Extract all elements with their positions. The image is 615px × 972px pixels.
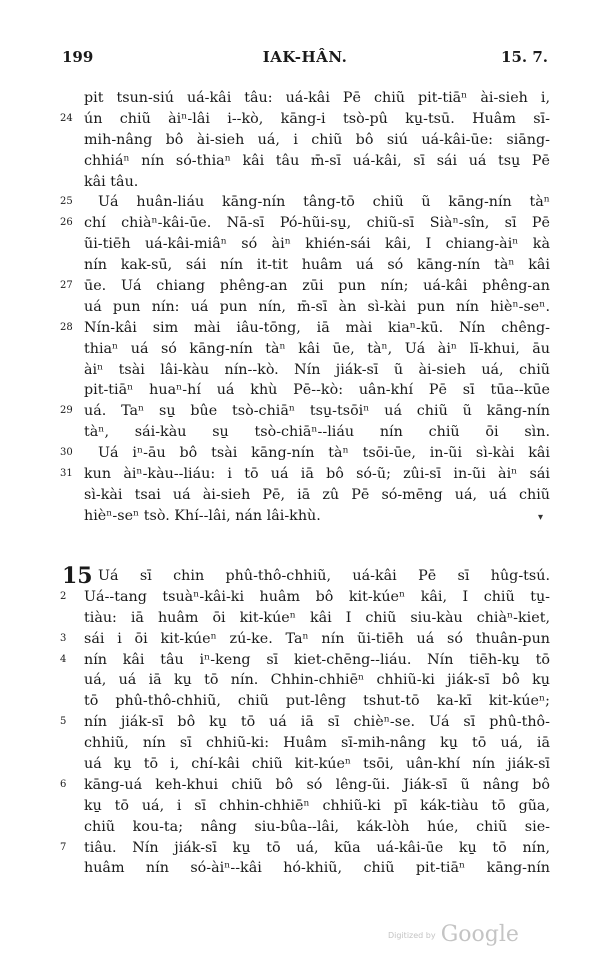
text-block-chapter-15 (60, 563, 550, 879)
line-text: huâm nín só-àiⁿ--kâi hó-khiũ, chiũ pit-tiāⁿ kāng-nín (84, 860, 550, 877)
print-mark: ▾ (538, 512, 544, 523)
verse-number: 4 (60, 653, 67, 665)
text-line (84, 506, 550, 527)
line-text: àiⁿ tsài lâi-kàu nín--kò. Nín jiák-sī ũ ài-sieh uá, chiũ (84, 361, 550, 378)
verse-number: 27 (60, 280, 73, 292)
text-line (60, 213, 550, 234)
line-text: tàⁿ, sái-kàu su̱ tsò-chiāⁿ--liáu nín chiũ ōi sìn. (84, 424, 550, 441)
line-text: Uá--tang tsuàⁿ-kâi-ki huâm bô kit-kúeⁿ kâi, I chiũ tu̱- (84, 588, 550, 605)
line-text: tiâu. Nín jiák-sī ku̱ tō uá, kũa uá-kâi-ūe ku̱ tō nín, (84, 839, 550, 856)
line-text: chí chiàⁿ-kâi-ūe. Nā-sī Pó-hũi-su̱, chiũ-sī Siàⁿ-sîn, sī Pē (84, 215, 550, 232)
verse-number: 25 (60, 196, 73, 208)
text-line (84, 670, 550, 691)
text-line (84, 255, 550, 276)
line-text: nín kâi tâu iⁿ-keng sī kiet-chēng--liáu. Nín tiēh-ku̱ tō (84, 651, 550, 668)
text-line (60, 650, 550, 671)
line-text: Uá iⁿ-āu bô tsài kāng-nín tàⁿ tsōi-ūe, in-ũi sì-kài kâi (98, 445, 550, 462)
text-line (60, 276, 550, 297)
page-number: 199 (62, 48, 94, 66)
text-line (60, 401, 550, 422)
text-line (60, 192, 550, 213)
verse-number: 29 (60, 405, 73, 417)
line-text: uá. Taⁿ su̱ bûe tsò-chiāⁿ tsu̱-tsōiⁿ uá chiũ ũ kāng-nín (84, 403, 550, 420)
line-text: sì-kài tsai uá ài-sieh Pē, iā zû Pē só-mēng uá, uá chiũ (84, 486, 550, 503)
text-line (60, 464, 550, 485)
line-text: uá ku̱ tō i, chí-kâi chiũ kit-kúeⁿ tsōi, uân-khí nín jiák-sī (84, 756, 550, 773)
watermark-small-text: Digitized by (388, 931, 436, 940)
text-line (62, 563, 550, 589)
line-text: thiaⁿ uá só kāng-nín tàⁿ kâi ūe, tàⁿ, Uá àiⁿ lī-khui, āu (84, 340, 550, 357)
verse-number: 28 (60, 321, 73, 333)
text-line (84, 88, 550, 109)
text-line (60, 443, 550, 464)
text-line (84, 485, 550, 506)
text-line (84, 422, 550, 443)
line-text: kun àiⁿ-kàu--liáu: i tō uá iā bô só-ũ; zûi-sī in-ũi àiⁿ sái (84, 466, 550, 483)
line-text: chhiáⁿ nín só-thiaⁿ kâi tâu m̄-sī uá-kâi, sī sái uá tsu̱ Pē (84, 152, 550, 169)
text-line (84, 733, 550, 754)
line-text: pit tsun-siú uá-kâi tâu: uá-kâi Pē chiũ pit-tiāⁿ ài-sieh i, (84, 90, 550, 106)
line-text: chhiũ, nín sī chhiũ-ki: Huâm sī-mih-nâng ku̱ tō uá, iā (84, 735, 550, 752)
verse-number: 7 (60, 841, 67, 853)
line-text: nín jiák-sī bô ku̱ tō uá iā sī chièⁿ-se. Uá sī phû-thô- (84, 714, 550, 731)
line-text: tiàu: iā huâm ōi kit-kúeⁿ kâi I chiũ siu-kàu chiàⁿ-kiet, (84, 609, 550, 626)
verse-number: 2 (60, 590, 67, 602)
text-block-chapter-14-end (60, 88, 550, 527)
text-line (84, 360, 550, 381)
text-line (60, 712, 550, 733)
line-text: chiũ kou-ta; nâng siu-bûa--lâi, kák-lòh húe, chiũ sie- (84, 818, 550, 835)
line-text: hièⁿ-seⁿ tsò. Khí--lâi, nán lâi-khù. (84, 507, 321, 524)
text-line (60, 109, 550, 130)
line-text: ūe. Uá chiang phêng-an zūi pun nín; uá-kâi phêng-an (84, 278, 550, 295)
line-text: nín kak-sū, sái nín it-tit huâm uá só kāng-nín tàⁿ kâi (84, 257, 550, 274)
verse-number: 5 (60, 716, 67, 728)
line-text: ún chiũ àiⁿ-lâi i--kò, kāng-i tsò-pû ku̱-tsū. Huâm sī- (84, 110, 550, 127)
verse-number: 26 (60, 217, 73, 229)
text-line (60, 629, 550, 650)
line-text: Uá sī chin phû-thô-chhiũ, uá-kâi Pē sī hûg-tsú. (98, 568, 550, 584)
text-line (84, 691, 550, 712)
line-text: uá pun nín: uá pun nín, m̄-sī àn sì-kài pun nín hièⁿ-seⁿ. (84, 298, 550, 315)
running-title: IAK-HÂN. (262, 48, 348, 66)
verse-number: 30 (60, 447, 73, 459)
line-text: pit-tiāⁿ huaⁿ-hí uá khù Pē--kò: uân-khí Pē sī tūa--kūe (84, 382, 550, 399)
text-line (84, 754, 550, 775)
chapter-number: 15 (62, 563, 93, 589)
text-line (84, 130, 550, 151)
line-text: sái i ōi kit-kúeⁿ zú-ke. Taⁿ nín ũi-tiēh uá só thuân-pun (84, 630, 550, 647)
line-text: ũi-tiēh uá-kâi-miâⁿ só àiⁿ khién-sái kâi, I chiang-àiⁿ kà (84, 236, 550, 253)
line-text: kâi tâu. (84, 173, 139, 190)
text-line (60, 318, 550, 339)
text-line (84, 234, 550, 255)
text-line (84, 817, 550, 838)
line-text: ku̱ tō uá, i sī chhin-chhiēⁿ chhiũ-ki pī kák-tiàu tō gũa, (84, 797, 550, 814)
verse-number: 6 (60, 778, 67, 790)
text-line (84, 297, 550, 318)
line-text: Uá huân-liáu kāng-nín tâng-tō chiũ ũ kāng-nín tàⁿ (98, 194, 550, 211)
text-line (84, 339, 550, 360)
line-text: kāng-uá keh-khui chiũ bô só lêng-ũi. Jiák-sī ũ nâng bô (84, 776, 550, 793)
text-line (84, 608, 550, 629)
text-line (60, 775, 550, 796)
line-text: mih-nâng bô ài-sieh uá, i chiũ bô siú uá-kâi-ūe: siāng- (84, 131, 550, 148)
chapter-verse-ref: 15. 7. (501, 48, 548, 66)
watermark-logo-text: Google (440, 922, 519, 947)
line-text: uá, uá iā ku̱ tō nín. Chhin-chhiēⁿ chhiũ-ki jiák-sī bô ku̱ (84, 672, 550, 689)
text-line (60, 838, 550, 859)
line-text: tō phû-thô-chhiũ, chiũ put-lêng tshut-tō ka-kī kit-kúeⁿ; (84, 693, 550, 710)
text-line (84, 796, 550, 817)
running-header (60, 48, 550, 72)
line-text: Nín-kâi sim mài iâu-tōng, iā mài kiaⁿ-kū. Nín chêng- (84, 319, 550, 336)
text-line (84, 380, 550, 401)
verse-number: 24 (60, 112, 73, 124)
text-line (84, 151, 550, 172)
text-line (84, 858, 550, 879)
digitized-watermark (388, 922, 519, 947)
verse-number: 3 (60, 632, 67, 644)
text-line (60, 587, 550, 608)
text-line (84, 172, 550, 193)
verse-number: 31 (60, 468, 73, 480)
